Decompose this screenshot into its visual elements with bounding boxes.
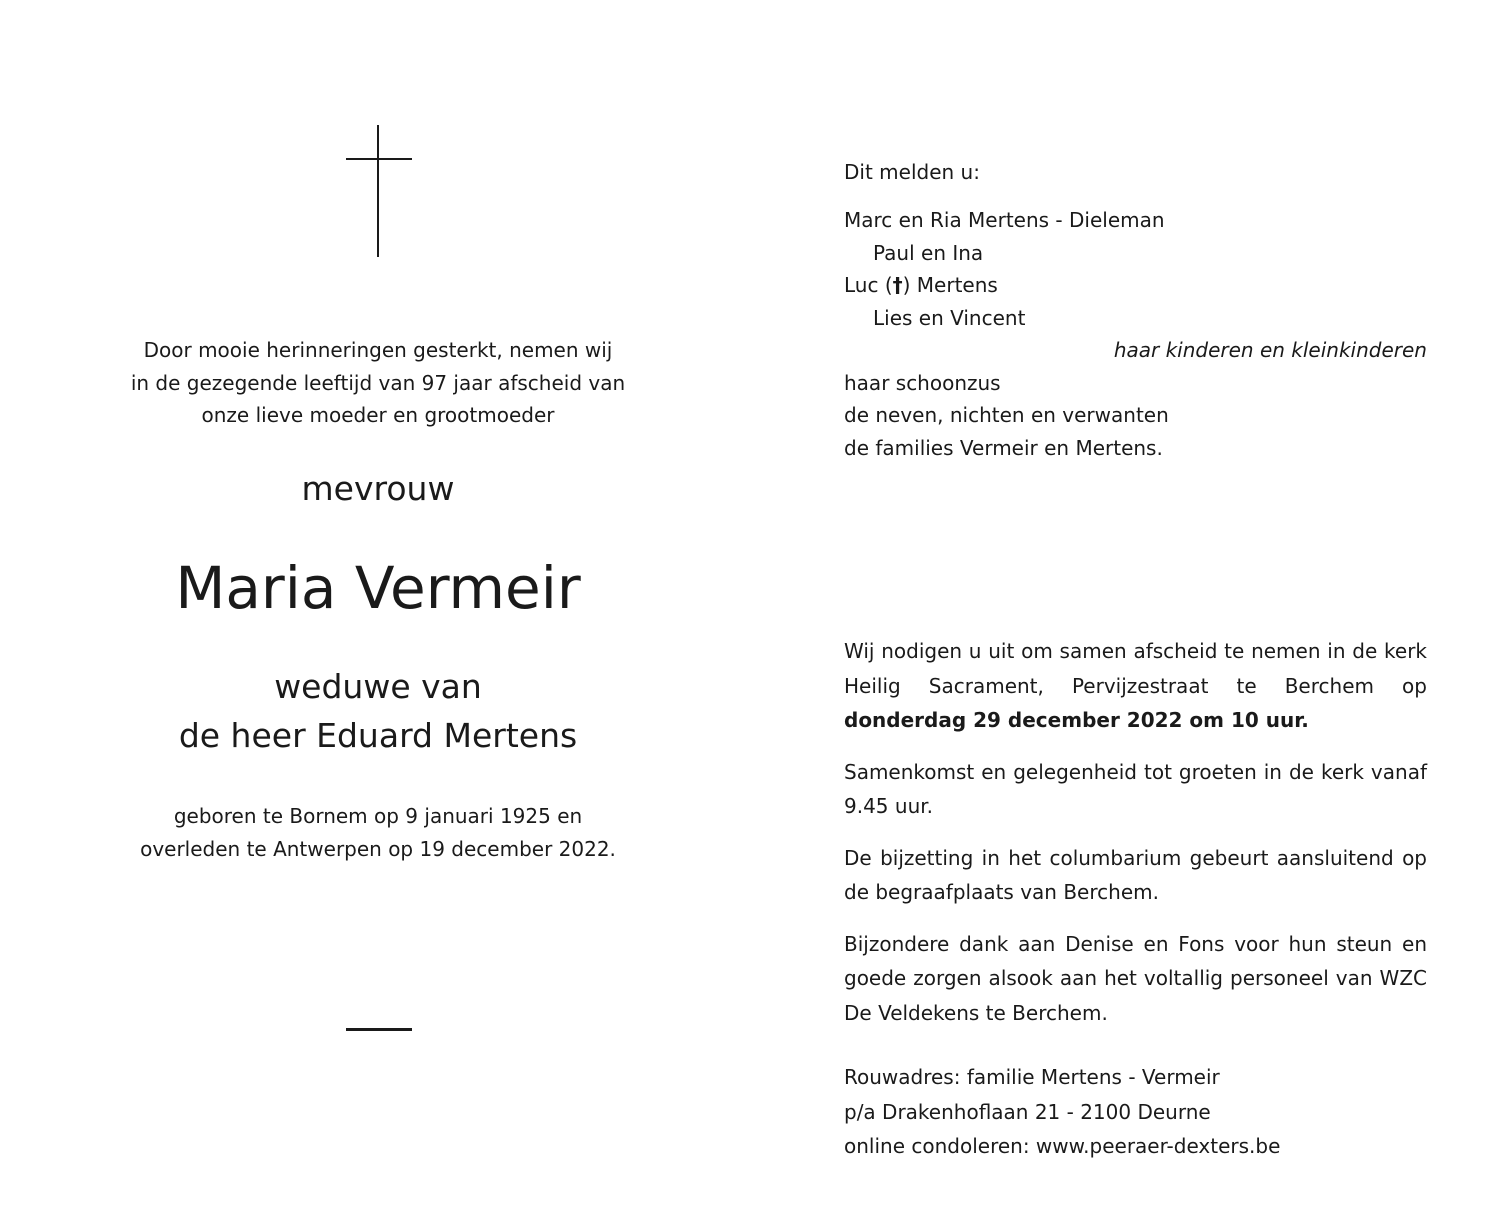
closing-dash [346,1028,412,1031]
family-line: Lies en Vincent [873,305,1026,330]
address-line: Rouwadres: familie Mertens - Vermeir [844,1065,1220,1089]
invite-paragraph-gathering: Samenkomst en gelegenheid tot groeten in de kerk vanaf 9.45 uur. [844,759,1427,818]
intro-line: onze lieve moeder en grootmoeder [201,403,555,427]
address-line: p/a Drakenhoflaan 21 - 2100 Deurne [844,1099,1211,1124]
family-line: Paul en Ina [873,240,984,265]
family-line-part: ) Mertens [902,273,998,297]
announce-label: Dit melden u: [844,160,980,184]
invitation [844,634,1427,1047]
widow-line: de heer Eduard Mertens [178,716,578,755]
mourning-address [844,1060,1427,1164]
intro-line: in de gezegende leeftijd van 97 jaar afscheid van [130,370,626,395]
cross-vertical-bar [377,125,379,257]
family-line: de families Vermeir en Mertens. [844,435,1163,460]
invite-paragraph-ceremony [844,634,1427,738]
widow-of [78,662,678,760]
cross-symbol-icon: † [892,273,903,297]
family-line: haar schoonzus [844,370,1001,395]
family-line: Marc en Ria Mertens - Dieleman [844,208,1165,232]
invite-paragraph-thanks: Bijzondere dank aan Denise en Fons voor hun steun en goede zorgen alsook aan het voltallig personeel van WZC De Veldekens te Berchem. [844,931,1427,1025]
intro-text [78,334,678,432]
dates-line: overleden te Antwerpen op 19 december 2022. [140,836,616,861]
cross-icon [346,125,412,257]
family-line [844,269,1427,302]
cross-horizontal-bar [346,158,412,160]
honorific-title: mevrouw [301,469,455,508]
dates-line: geboren te Bornem op 9 januari 1925 en [173,804,583,828]
intro-line: Door mooie herinneringen gesterkt, nemen wij [143,338,613,362]
deceased-name: Maria Vermeir [175,554,581,622]
family-line-part: Luc ( [844,273,893,297]
invite-text: Wij nodigen u uit om samen afscheid te nemen in de kerk Heilig Sacrament, Pervijzestraat te Berchem op [844,639,1427,698]
family-list [844,204,1427,464]
family-line: de neven, nichten en verwanten [844,403,1169,427]
invite-paragraph-burial: De bijzetting in het columbarium gebeurt aansluitend op de begraafplaats van Berchem. [844,845,1427,904]
widow-line: weduwe van [274,667,482,706]
birth-death-dates [78,800,678,865]
family-relation: haar kinderen en kleinkinderen [1113,338,1427,362]
invite-date: donderdag 29 december 2022 om 10 uur. [844,708,1309,732]
condolence-link[interactable]: online condoleren: www.peeraer-dexters.be [844,1134,1281,1158]
